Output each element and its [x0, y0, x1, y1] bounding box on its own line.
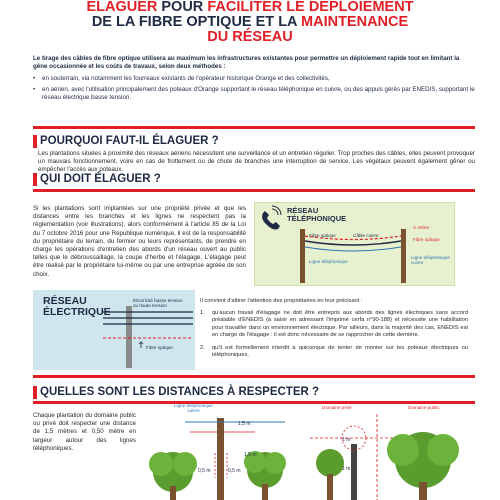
- notice-item-text: qu'aucun travail d'élagage ne doit être entrepris aux abords des lignes électriques sans accord préalable d'ENEDIS (à saisir en adressant l'imprimé cerfa n°90-188) et nécessite une habilitation pour travailler dans un environnement électrique. Par ailleurs, dans la majorité des cas, ENEDIS est en charge de l'élagage : il est donc nécessaire de se rapprocher de cette dernière.: [212, 309, 468, 338]
- electric-network-panel: [33, 290, 195, 370]
- label-fibre-optique: Fibre optique: [309, 233, 336, 238]
- title-line2-start: DE LA FIBRE OPTIQUE ET LA: [91, 14, 302, 30]
- label-electricite-line1: Électricité basse tension: [133, 298, 183, 303]
- section-marker: [33, 135, 37, 148]
- electric-panel-title-line1: RÉSEAU: [43, 295, 87, 307]
- notice-item-number: 2.: [200, 344, 205, 351]
- section-marker: [33, 173, 37, 186]
- intro-block: [33, 55, 475, 105]
- title-word-pour: POUR: [157, 0, 208, 15]
- label-a-retirer: À retirer: [413, 225, 430, 230]
- title-line3: DU RÉSEAU: [207, 29, 293, 45]
- notice-item: [200, 345, 468, 360]
- notice-block: [200, 298, 468, 365]
- dimension-label: 0,5 m: [198, 468, 211, 474]
- dimension-label: 1 m: [342, 437, 351, 443]
- label-domaine-prive: Domaine privé: [322, 405, 352, 410]
- telephone-pole-right: [401, 229, 406, 283]
- notice-item: [200, 310, 468, 340]
- label-ligne-tel-cuivre: [174, 403, 213, 414]
- label-ligne-cuivre: Ligne téléphonique cuivre: [411, 255, 450, 266]
- label-domaine-public: Domaine public: [408, 405, 440, 410]
- label-fibre-optique-elec: Fibre optique: [146, 345, 173, 350]
- label-electricite: [133, 298, 183, 309]
- intro-bullets: [33, 75, 475, 103]
- section-divider: [33, 375, 475, 378]
- label-electricite-line2: ou haute tension: [133, 303, 167, 309]
- notice-list: [200, 310, 468, 360]
- telephone-line: [305, 247, 401, 251]
- title-word-maintenance: MAINTENANCE: [301, 14, 409, 30]
- dimension-label: 1,5 m: [238, 421, 251, 427]
- copper-cable-line: [305, 241, 401, 245]
- title-word-elaguer: ÉLAGUER: [86, 0, 158, 15]
- section-text-who: Si les plantations sont implantées sur une propriété privée et que les distances entre les branches et les lignes ne respectent pas la réglementation (voir illustrations), alors conformément à l'article 85 de la Loi du 7 octobre 2016 pour une République numérique, il est de la responsabilité du propriétaire du terrain, du fermier ou leurs représentants, de prendre en charge les opérations d'entretien des abords d'un réseau ouvert au public telles que le débroussaillage, la coupe d'herbe et l'élagage. L'élagage peut être réalisé par le propriétaire lui-même ou par une entreprise agréée de son choix.: [33, 205, 246, 278]
- notice-item-number: 1.: [200, 309, 205, 316]
- section-text-distances: Chaque plantation du domaine public ou privé doit respecter une distance de 1,5 mètres et 0,50 mètre en largeur autour des lignes téléphoniques.: [33, 412, 136, 452]
- telephone-panel-title-line2: TÉLÉPHONIQUE: [287, 214, 347, 223]
- tree-icon: [316, 449, 344, 477]
- label-ligne-tel-line2: cuivre: [187, 408, 200, 414]
- label-fibre-optique-2: Fibre optique: [413, 237, 440, 242]
- electric-pole: [126, 306, 132, 368]
- section-divider: [33, 189, 475, 192]
- label-cable-cuivre: Câble cuivre: [353, 233, 379, 238]
- label-ligne-tel-line1: Ligne téléphonique: [174, 403, 213, 408]
- section-divider: [33, 401, 475, 404]
- notice-item-text: qu'il est formellement interdit à quiconque de tenter de monter sur les poteaux électriques ou téléphoniques.: [212, 344, 468, 358]
- dimension-label: 1 m: [342, 466, 351, 472]
- telephone-network-panel: [254, 202, 455, 286]
- label-ligne-telephonique: Ligne téléphonique: [309, 259, 348, 264]
- section-text-why: Les plantations situées à proximité des réseaux aériens nécessitent une surveillance et un entretien régulier. Trop proches des câbles, elles peuvent provoquer un mauvais fonctionnement, voire en cas de frottement ou de chute de branches une interruption de service. Les végétaux peuvent également gêner ou empêcher l'accès aux poteaux.: [38, 150, 475, 174]
- electric-panel-title-line2: ÉLECTRIQUE: [43, 306, 111, 318]
- pole-right-scene: [351, 444, 357, 500]
- arrow-icon: [139, 342, 143, 348]
- telephone-pole-left: [300, 229, 305, 283]
- telephone-panel-title-line1: RÉSEAU: [287, 206, 319, 215]
- distance-diagram: [145, 408, 490, 500]
- intro-lead: Le tirage des câbles de fibre optique utilisera au maximum les infrastructures existantes pour permettre un déploiement rapide tout en limitant la gêne occasionnée et les coûts de travaux, selon deux méthodes :: [33, 55, 460, 71]
- intro-bullet: • en aérien, avec l'utilisation principalement des poteaux d'Orange supportant le réseau téléphonique en cuivre, ou des appuis gérés par ENEDIS, supportant le réseau électrique basse tension.: [33, 86, 475, 103]
- title-line1-end: FACILITER LE DÉPLOIEMENT: [207, 0, 414, 15]
- dimension-label: 0,5 m: [228, 468, 241, 474]
- section-marker: [33, 386, 37, 399]
- section-heading-why: POURQUOI FAUT-IL ÉLAGUER ?: [40, 135, 219, 147]
- section-heading-who: QUI DOIT ÉLAGUER ?: [40, 173, 161, 185]
- page-title: [0, 0, 500, 45]
- section-divider: [33, 126, 475, 129]
- section-heading-distances: QUELLES SONT LES DISTANCES À RESPECTER ?: [40, 386, 320, 398]
- dimension-label: 1,5 m: [244, 452, 257, 458]
- electric-panel-title: [43, 296, 111, 318]
- pole-left-scene: [217, 418, 224, 500]
- intro-bullet: • en souterrain, via notamment les fourreaux existants de l'opérateur historique Orange et des collectivités,: [33, 75, 475, 83]
- notice-lead: Il convient d'attirer l'attention des propriétaires en leur précisant :: [200, 298, 363, 304]
- telephone-panel-title: [287, 207, 346, 223]
- phone-icon: [262, 206, 281, 230]
- telephone-network-illustration: [255, 203, 456, 287]
